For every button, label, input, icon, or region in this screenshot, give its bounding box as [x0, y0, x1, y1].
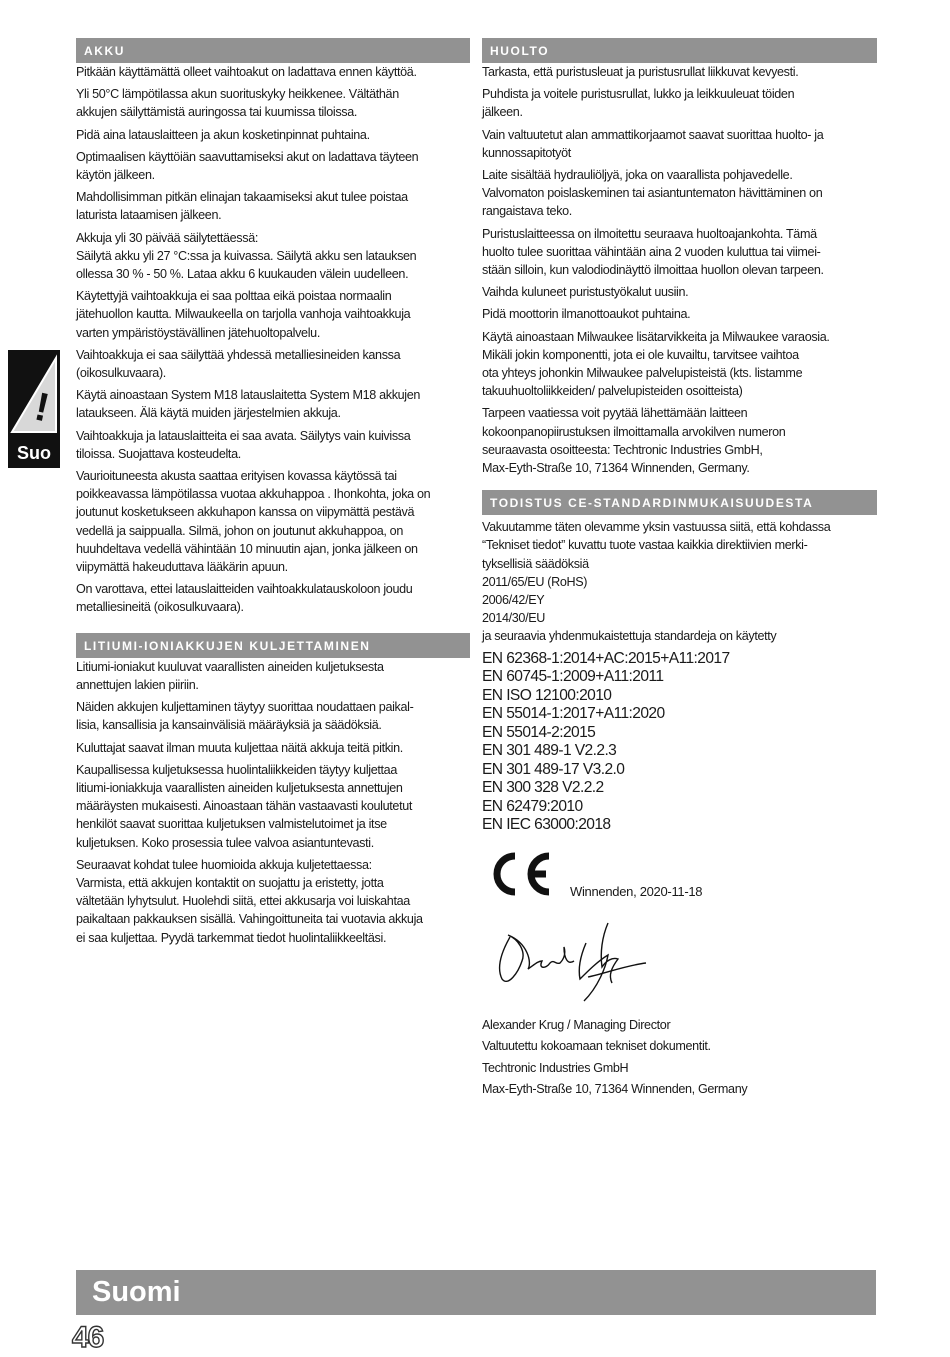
paragraph [76, 229, 470, 284]
text-line: 2014/30/EU [482, 611, 546, 626]
section-akku-body [76, 63, 470, 617]
text-line: laturista lataamisen jälkeen. [76, 208, 222, 223]
text-line: Varmista, että akkujen kontaktit on suojattu ja eristetty, jotta [76, 875, 384, 890]
text-line: EN IEC 63000:2018 [482, 816, 611, 834]
text-line: jätehuollon kautta. Milwaukeella on tarjolla vanhoja vaihtoakkuja [76, 307, 411, 322]
section-heading-declaration: TODISTUS CE-STANDARDINMUKAISUUDESTA [482, 490, 877, 515]
text-line: huuhdeltava vedellä vähintään 10 minuutin ajan, jonka jälkeen on [76, 541, 418, 556]
paragraph [482, 126, 877, 162]
section-transport-body [76, 658, 470, 947]
paragraph [482, 166, 877, 221]
declaration-intro [482, 518, 877, 645]
text-line: tyksellisiä säädöksiä [482, 556, 589, 571]
text-line: Käytettyjä vaihtoakkuja ei saa polttaa eikä poistaa normaalin [76, 289, 392, 304]
warning-triangle-icon [10, 354, 58, 436]
language-side-tab [8, 350, 60, 468]
text-line: Tarpeen vaatiessa voit pyytää lähettämään laitteen [482, 406, 748, 421]
text-line: Max-Eyth-Straße 10, 71364 Winnenden, Germany [482, 1082, 748, 1097]
paragraph [482, 63, 877, 81]
text-line: Vaihda kuluneet puristustyökalut uusiin. [482, 285, 689, 300]
side-tab-label: Suo [17, 443, 51, 463]
text-line: Näiden akkujen kuljettaminen täytyy suorittaa noudattaen paikal- [76, 700, 414, 715]
text-line: EN 301 489-17 V3.2.0 [482, 760, 625, 778]
text-line: paikaltaan pakkauksen sisällä. Vahingoittuneita tai vuotavia akkuja [76, 912, 423, 927]
text-line: Kuluttajat saavat ilman muuta kuljettaa näitä akkuja teitä pitkin. [76, 740, 403, 755]
text-line: joutunut kosketukseen akkuhapon kanssa on viipymättä pestävä [76, 505, 415, 520]
text-line: Kaupallisessa kuljetuksessa huolintaliikkeiden täytyy kuljettaa [76, 762, 397, 777]
text-line: EN 301 489-1 V2.2.3 [482, 742, 617, 760]
text-line: Mikäli jokin komponentti, jota ei ole kuvailtu, tarvitsee vaihtoa [482, 347, 799, 362]
paragraph [76, 148, 470, 184]
text-line: Mahdollisimman pitkän elinajan takaamiseksi akut tulee poistaa [76, 190, 408, 205]
text-line: huolto tulee suorittaa vähintään aina 2 vuoden kuluttua tai viimei- [482, 244, 821, 259]
text-line: Vaihtoakkuja ei saa säilyttää yhdessä metalliesineiden kanssa [76, 347, 401, 362]
text-line: Alexander Krug / Managing Director [482, 1017, 671, 1032]
text-line: tiloissa. Suojattava kosteudelta. [76, 446, 241, 461]
text-line: Puhdista ja voitele puristusrullat, lukko ja leikkuuleuat töiden [482, 87, 795, 102]
svg-text:!: ! [30, 384, 54, 431]
text-line: annettujen lakien piiriin. [76, 677, 199, 692]
text-line: poikkeavassa lämpötilassa vuotaa akkuhappoa . Ihonkohta, joka on [76, 487, 431, 502]
text-line: kuljetuksen. Koko prosessia tulee valvoa asiantuntevasti. [76, 835, 374, 850]
section-heading-akku: AKKU [76, 38, 470, 63]
paragraph [76, 346, 470, 382]
text-line: Valtuutettu kokoamaan tekniset dokumentit. [482, 1039, 711, 1054]
text-line: Pidä moottorin ilmanottoaukot puhtaina. [482, 307, 691, 322]
text-line: Valvomaton poislaskeminen tai asiantuntematon hävittäminen on [482, 186, 823, 201]
paragraph [482, 404, 877, 477]
text-line: metalliesineitä (oikosulkuvaara). [76, 600, 244, 615]
text-line: Käytä ainoastaan System M18 latauslaitetta System M18 akkujen [76, 388, 421, 403]
text-line: litiumi-ioniakkuja vaarallisten aineiden kuljetuksesta annettujen [76, 780, 403, 795]
page-number: 46 [72, 1321, 104, 1354]
ce-mark-icon [486, 849, 552, 899]
text-line: Vaurioituneesta akusta saattaa erityisen kovassa käytössä tai [76, 469, 397, 484]
text-line: rangaistava teko. [482, 204, 572, 219]
signature-image [488, 917, 658, 1005]
text-line: 2006/42/EY [482, 593, 545, 608]
text-line: ota yhteys johonkin Milwaukee palvelupisteistä (kts. listamme [482, 366, 803, 381]
text-line: 2011/65/EU (RoHS) [482, 574, 588, 589]
paragraph [76, 467, 470, 576]
text-line: lataukseen. Älä käytä muiden järjestelmien akkuja. [76, 406, 341, 421]
paragraph [76, 126, 470, 144]
text-line: määräysten mukaisesti. Ainoastaan tähän vastaavasti koulutetut [76, 799, 413, 814]
footer-language-bar [76, 1270, 876, 1315]
text-line: kokoonpanopiirustuksen ilmoittamalla arvokilven numeron [482, 424, 786, 439]
paragraph [76, 698, 470, 734]
text-line: EN 300 328 V2.2.2 [482, 779, 604, 797]
text-line: EN ISO 12100:2010 [482, 686, 612, 704]
text-line: Pidä aina latauslaitteen ja akun kosketinpinnat puhtaina. [76, 127, 370, 142]
text-line: On varottava, ettei latauslaitteiden vaihtoakkulatauskoloon joudu [76, 582, 413, 597]
text-line: lisia, kansallisia ja kansainvälisiä määräyksiä ja säädöksiä. [76, 718, 382, 733]
text-line: akkujen säilyttämistä auringossa tai kuumissa tiloissa. [76, 105, 358, 120]
text-line: EN 62479:2010 [482, 797, 583, 815]
paragraph [76, 427, 470, 463]
text-line: stään silloin, kun valodiodinäyttö ilmoittaa huollon olevan tarpeen. [482, 263, 824, 278]
paragraph [76, 856, 470, 947]
text-line: seuraavasta osoitteesta: Techtronic Industries GmbH, [482, 442, 763, 457]
paragraph [76, 63, 470, 81]
text-line: ja seuraavia yhdenmukaistettuja standardeja on käytetty [482, 629, 777, 644]
text-line: jälkeen. [482, 105, 523, 120]
text-line: Tarkasta, että puristusleuat ja puristusrullat liikkuvat kevyesti. [482, 65, 799, 79]
text-line: (oikosulkuvaara). [76, 366, 166, 381]
text-line: EN 62368-1:2014+AC:2015+A11:2017 [482, 649, 730, 667]
text-line: Akkuja yli 30 päivää säilytettäessä: [76, 230, 259, 245]
text-line: käytön jälkeen. [76, 168, 155, 183]
text-line: Max-Eyth-Straße 10, 71364 Winnenden, Germany. [482, 461, 750, 476]
text-line: varten ympäristöystävällinen jätehuoltopalvelu. [76, 325, 320, 340]
paragraph [76, 761, 470, 852]
paragraph [76, 739, 470, 757]
paragraph [76, 580, 470, 616]
signatory-block [482, 1015, 877, 1101]
right-column [482, 38, 877, 1105]
ce-block [482, 849, 877, 917]
paragraph [76, 85, 470, 121]
text-line: Yli 50°C lämpötilassa akun suorituskyky heikkenee. Vältäthän [76, 87, 399, 102]
paragraph [76, 658, 470, 694]
text-line: Optimaalisen käyttöiän saavuttamiseksi akut on ladattava täyteen [76, 149, 419, 164]
text-line: Vakuutamme täten olevamme yksin vastuussa siitä, että kohdassa [482, 520, 831, 535]
text-line: Pitkään käyttämättä olleet vaihtoakut on ladattava ennen käyttöä. [76, 65, 417, 79]
paragraph [76, 386, 470, 422]
text-line: Litiumi-ioniakut kuuluvat vaarallisten aineiden kuljetuksesta [76, 659, 384, 674]
paragraph [482, 305, 877, 323]
standards-list [482, 650, 877, 835]
text-line: EN 55014-1:2017+A11:2020 [482, 705, 665, 723]
section-heading-huolto: HUOLTO [482, 38, 877, 63]
text-line: Laite sisältää hydrauliöljyä, joka on vaarallista pohjavedelle. [482, 168, 793, 183]
text-line: ollessa 30 % - 50 %. Lataa akku 6 kuukauden välein uudelleen. [76, 267, 409, 282]
footer-language-title: Suomi [92, 1276, 181, 1308]
paragraph [76, 188, 470, 224]
place-date: Winnenden, 2020-11-18 [570, 883, 703, 899]
text-line: ei saa kuljettaa. Pyydä tarkemmat tiedot huolintaliikkeeltäsi. [76, 930, 387, 945]
paragraph [482, 283, 877, 301]
text-line: Puristuslaitteessa on ilmoitettu seuraava huoltoajankohta. Tämä [482, 226, 817, 241]
paragraph [482, 328, 877, 401]
text-line: Seuraavat kohdat tulee huomioida akkuja kuljetettaessa: [76, 857, 372, 872]
section-huolto-body [482, 63, 877, 477]
paragraph [482, 225, 877, 280]
paragraph [482, 85, 877, 121]
text-line: kunnossapitotyöt [482, 145, 571, 160]
text-line: vedellä ja saippualla. Silmä, johon on joutunut akkuhappoa, on [76, 523, 403, 538]
text-line: EN 55014-2:2015 [482, 723, 596, 741]
text-line: viipymättä hakeuduttava lääkärin apuun. [76, 560, 288, 575]
text-line: Vaihtoakkuja ja latauslaitteita ei saa avata. Säilytys vain kuivissa [76, 428, 411, 443]
text-line: Säilytä akku yli 27 °C:ssa ja kuivassa. Säilytä akku sen latauksen [76, 248, 417, 263]
text-line: henkilöt saavat suorittaa kuljetuksen valmistelutoimet ja itse [76, 817, 387, 832]
text-line: Vain valtuutetut alan ammattikorjaamot saavat suorittaa huolto- ja [482, 127, 824, 142]
text-line: EN 60745-1:2009+A11:2011 [482, 668, 664, 686]
text-line: vältetään lyhytsulut. Huolehdi siitä, ettei akkusarja voi luiskahtaa [76, 894, 410, 909]
paragraph [76, 287, 470, 342]
text-line: “Tekniset tiedot” kuvattu tuote vastaa kaikkia direktiivien merki- [482, 538, 808, 553]
left-column [76, 38, 470, 951]
text-line: Käytä ainoastaan Milwaukee lisätarvikkeita ja Milwaukee varaosia. [482, 329, 830, 344]
text-line: Techtronic Industries GmbH [482, 1060, 629, 1075]
section-heading-transport: LITIUMI-IONIAKKUJEN KULJETTAMINEN [76, 633, 470, 658]
text-line: takuuhuoltoliikkeiden/ palvelupisteiden osoitteista) [482, 384, 743, 399]
